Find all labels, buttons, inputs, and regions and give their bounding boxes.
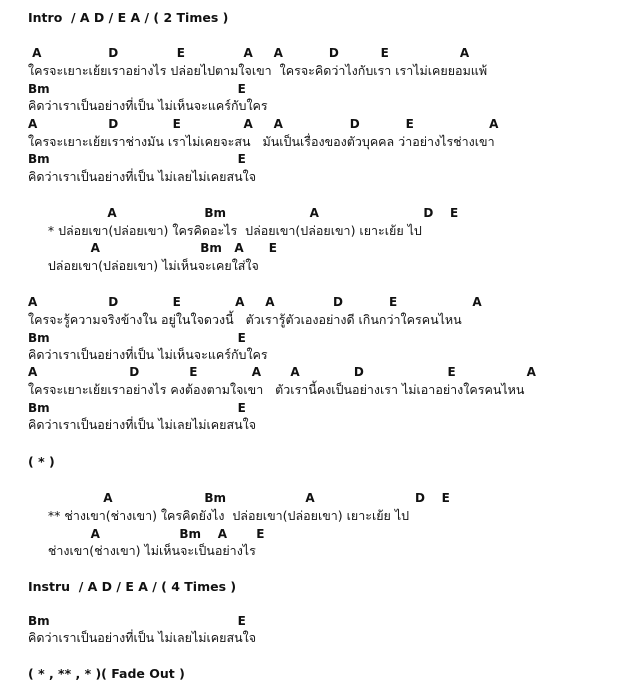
chord-line: A D E A A D E A <box>28 295 482 309</box>
lyric-line: ใครจะเยาะเย้ยเราอย่างไร ปล่อยไปตามใจเขา ใครจะคิดว่าไงกับเรา เราไม่เคยยอมแพ้ <box>28 63 488 78</box>
lyric-line: คิดว่าเราเป็นอย่างที่เป็น ไม่เห็นจะแคร์กับใคร <box>28 98 268 113</box>
chord-line: Bm E <box>28 614 246 628</box>
chord-line: A D E A A D E A <box>28 46 470 60</box>
lyric-line: คิดว่าเราเป็นอย่างที่เป็น ไม่เลยไม่เคยสนใจ <box>28 630 257 645</box>
lyric-line: คิดว่าเราเป็นอย่างที่เป็น ไม่เลยไม่เคยสนใจ <box>28 417 257 432</box>
chord-line: A Bm A E <box>28 241 277 255</box>
fade-out-line: ( * , ** , * )( Fade Out ) <box>28 666 185 681</box>
lyric-line: ใครจะเยาะเย้ยเราช่างมัน เราไม่เคยจะสน มันเป็นเรื่องของตัวบุคคล ว่าอย่างไรช่างเขา <box>28 134 495 149</box>
chorus-lyric-line: * ปล่อยเขา(ปล่อยเขา) ใครคิดอะไร ปล่อยเขา(ปล่อยเขา) เยาะเย้ย ไป <box>28 223 422 238</box>
chord-line: A D E A A D E A <box>28 117 499 131</box>
chord-line: A Bm A D E <box>28 491 450 505</box>
chord-line: Bm E <box>28 401 246 415</box>
lyric-line: ใครจะเยาะเย้ยเราอย่างไร คงต้องตามใจเขา ตัวเรานี้คงเป็นอย่างเรา ไม่เอาอย่างใครคนไหน <box>28 382 525 397</box>
chord-line: A D E A A D E A <box>28 365 536 379</box>
lyric-line: คิดว่าเราเป็นอย่างที่เป็น ไม่เลยไม่เคยสนใจ <box>28 169 257 184</box>
bridge-lyric-line: ช่างเขา(ช่างเขา) ไม่เห็นจะเป็นอย่างไร <box>28 543 256 558</box>
intro-line: Intro / A D / E A / ( 2 Times ) <box>28 10 229 25</box>
chord-line: Bm E <box>28 152 246 166</box>
lyric-line: คิดว่าเราเป็นอย่างที่เป็น ไม่เห็นจะแคร์กับใคร <box>28 347 268 362</box>
instrumental-line: Instru / A D / E A / ( 4 Times ) <box>28 579 237 594</box>
chord-line: A Bm A D E <box>28 206 459 220</box>
chord-line: Bm E <box>28 82 246 96</box>
chorus-marker: ( * ) <box>28 454 55 469</box>
bridge-lyric-line: ** ช่างเขา(ช่างเขา) ใครคิดยังไง ปล่อยเขา(ปล่อยเขา) เยาะเย้ย ไป <box>28 508 410 523</box>
chord-line: A Bm A E <box>28 527 265 541</box>
lyric-line: ใครจะรู้ความจริงข้างใน อยู่ในใจดวงนี้ ตัวเรารู้ตัวเองอย่างดี เกินกว่าใครคนไหน <box>28 312 462 327</box>
chord-line: Bm E <box>28 331 246 345</box>
chorus-lyric-line: ปล่อยเขา(ปล่อยเขา) ไม่เห็นจะเคยใส่ใจ <box>28 258 259 273</box>
